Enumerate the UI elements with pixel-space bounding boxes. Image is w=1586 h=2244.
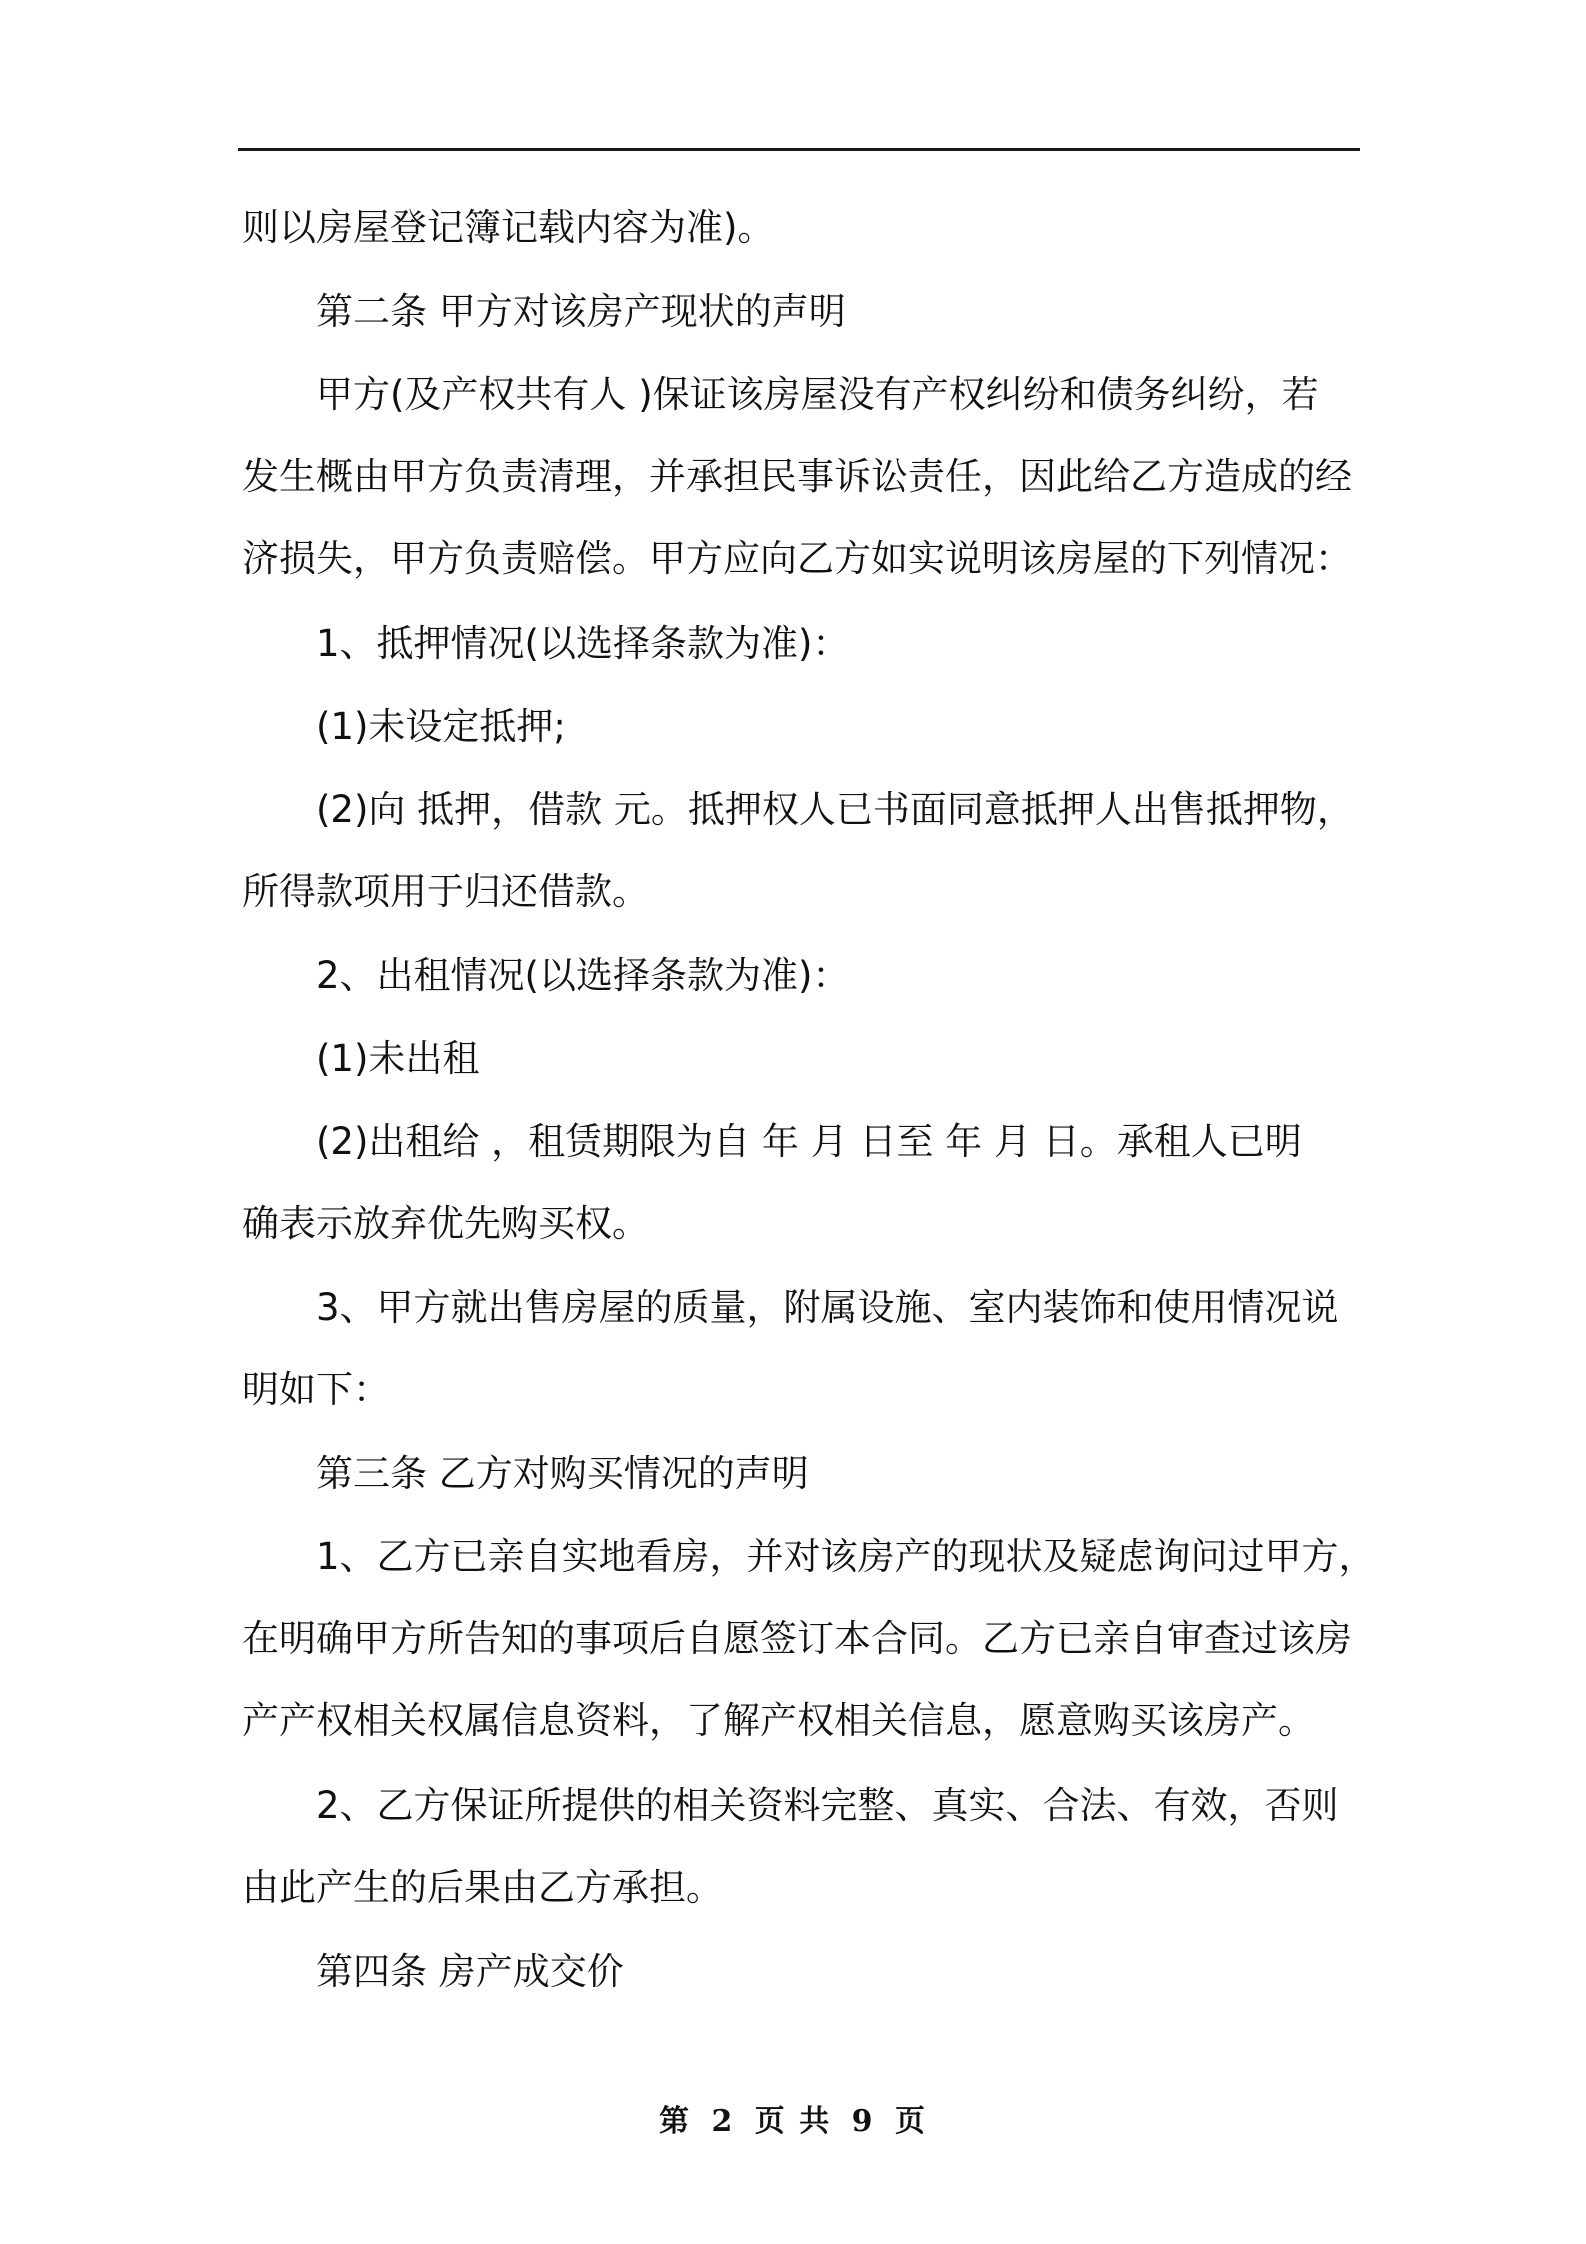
article-2-statement [242,354,1436,600]
article-3-clause-1 [242,1516,1436,1762]
paragraph-line: (2)向 抵押，借款 元。抵押权人已书面同意抵押人出售抵押物， [316,788,1354,831]
page-footer [0,2096,1586,2140]
paragraph-continuation [242,187,1362,269]
paragraph-line: 济损失，甲方负责赔偿。甲方应向乙方如实说明该房屋的下列情况： [242,537,1352,580]
paragraph-line: 2、乙方保证所提供的相关资料完整、真实、合法、有效，否则 [316,1784,1339,1827]
paragraph-line: 由此产生的后果由乙方承担。 [242,1866,723,1909]
header-rule [238,148,1360,151]
paragraph-line: 明如下： [242,1368,390,1411]
article-3-clause-2 [242,1765,1436,1929]
mortgage-option-1 [242,686,1436,768]
current-page-number: 2 [711,2104,735,2139]
rental-option-1 [242,1018,1436,1100]
mortgage-option-2 [242,769,1436,933]
paragraph-line: 则以房屋登记簿记载内容为准)。 [242,206,775,249]
paragraph-line: 1、抵押情况(以选择条款为准)： [316,622,850,665]
paragraph-line: 2、出租情况(以选择条款为准)： [316,954,850,997]
total-pages-number: 9 [851,2104,875,2139]
paragraph-line: 在明确甲方所告知的事项后自愿签订本合同。乙方已亲自审查过该房 [242,1617,1352,1660]
article-4-heading [242,1931,1436,2013]
paragraph-line: 1、乙方已亲自实地看房，并对该房产的现状及疑虑询问过甲方， [316,1535,1376,1578]
article-2-heading [242,271,1436,353]
paragraph-line: (2)出租给 ，租赁期限为自 年 月 日至 年 月 日。承租人已明 [316,1120,1302,1163]
footer-prefix: 第 [658,2104,691,2139]
paragraph-line: (1)未设定抵押; [316,705,566,748]
paragraph-line: 甲方(及产权共有人 )保证该房屋没有产权纠纷和债务纠纷，若 [316,373,1319,416]
paragraph-line: (1)未出租 [316,1037,480,1080]
paragraph-line: 产产权相关权属信息资料，了解产权相关信息，愿意购买该房产。 [242,1699,1315,1742]
article-3-heading [242,1433,1436,1515]
paragraph-line: 第三条 乙方对购买情况的声明 [316,1452,809,1495]
mortgage-heading [242,603,1436,685]
paragraph-line: 第二条 甲方对该房产现状的声明 [316,290,846,333]
rental-heading [242,935,1436,1017]
paragraph-line: 第四条 房产成交价 [316,1950,624,1993]
footer-suffix: 页 [895,2104,927,2139]
paragraph-line: 所得款项用于归还借款。 [242,870,649,913]
quality-statement [242,1267,1436,1431]
footer-mid: 页 共 [754,2104,832,2139]
paragraph-line: 发生概由甲方负责清理，并承担民事诉讼责任，因此给乙方造成的经 [242,455,1352,498]
paragraph-line: 3、甲方就出售房屋的质量，附属设施、室内装饰和使用情况说 [316,1286,1339,1329]
rental-option-2 [242,1101,1436,1265]
paragraph-line: 确表示放弃优先购买权。 [242,1202,649,1245]
